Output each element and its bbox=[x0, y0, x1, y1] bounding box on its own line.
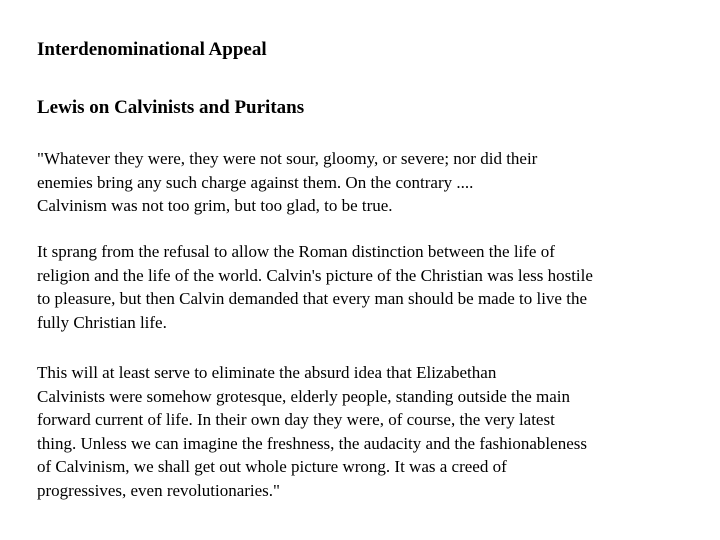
slide-subtitle: Lewis on Calvinists and Puritans bbox=[37, 97, 305, 118]
quote-paragraph-2 bbox=[37, 240, 697, 334]
slide-title: Interdenominational Appeal bbox=[37, 39, 267, 60]
quote-paragraph-1 bbox=[37, 147, 697, 218]
text-line: enemies bring any such charge against them. On the contrary .... bbox=[37, 172, 474, 192]
text-line: fully Christian life. bbox=[37, 312, 167, 332]
text-line: to pleasure, but then Calvin demanded that every man should be made to live the bbox=[37, 289, 587, 308]
quote-paragraph-3 bbox=[37, 361, 697, 502]
text-line: of Calvinism, we shall get out whole picture wrong. It was a creed of bbox=[37, 457, 507, 476]
text-line: This will at least serve to eliminate the absurd idea that Elizabethan bbox=[37, 363, 497, 382]
text-line: Calvinists were somehow grotesque, elderly people, standing outside the main bbox=[37, 386, 571, 406]
text-line: Calvinism was not too grim, but too glad, to be true. bbox=[37, 196, 393, 215]
text-line: It sprang from the refusal to allow the Roman distinction between the life of bbox=[37, 242, 555, 261]
text-line: progressives, even revolutionaries." bbox=[37, 480, 280, 500]
text-line: forward current of life. In their own day they were, of course, the very latest bbox=[37, 410, 555, 429]
text-line: thing. Unless we can imagine the freshness, the audacity and the fashionableness bbox=[37, 433, 587, 453]
text-line: religion and the life of the world. Calvin's picture of the Christian was less hostile bbox=[37, 265, 593, 285]
text-line: "Whatever they were, they were not sour, gloomy, or severe; nor did their bbox=[37, 149, 538, 168]
